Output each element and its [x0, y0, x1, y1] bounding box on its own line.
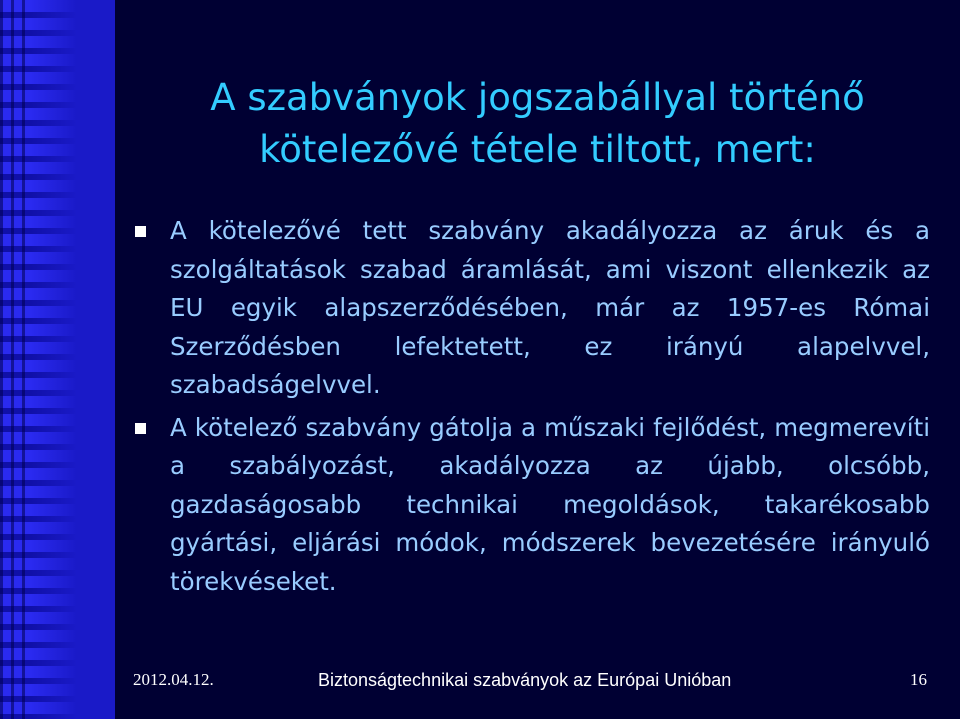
slide-title-line-2: kötelezővé tétele tiltott, mert:	[259, 128, 816, 171]
side-band-gradient	[30, 0, 115, 719]
square-bullet-icon	[135, 423, 146, 434]
bullet-text: A kötelező szabvány gátolja a műszaki fejlődést, megmerevíti a szabályozást, akadályozza az újabb, olcsóbb, gazdaságosabb technikai megoldások, takarékosabb gyártási, eljárási módok, módszerek bevezetésére irányuló törekvéseket.	[170, 412, 930, 596]
bullet-item	[130, 212, 930, 405]
square-bullet-icon	[135, 226, 146, 237]
slide-title-line-1: A szabványok jogszabállyal történő	[210, 76, 865, 119]
bullet-list	[130, 212, 930, 605]
slide-title	[115, 72, 960, 176]
page-number: 16	[910, 670, 927, 689]
footer-title: Biztonságtechnikai szabványok az Európai Unióban	[318, 670, 732, 690]
bullet-text: A kötelezővé tett szabvány akadályozza az áruk és a szolgáltatások szabad áramlását, ami viszont ellenkezik az EU egyik alapszerződésében, már az 1957-es Római Szerződésben lefektetett, ez irányú alapelvvel, szabadságelvvel.	[170, 216, 930, 399]
footer-date: 2012.04.12.	[133, 670, 214, 689]
bullet-item	[130, 409, 930, 602]
